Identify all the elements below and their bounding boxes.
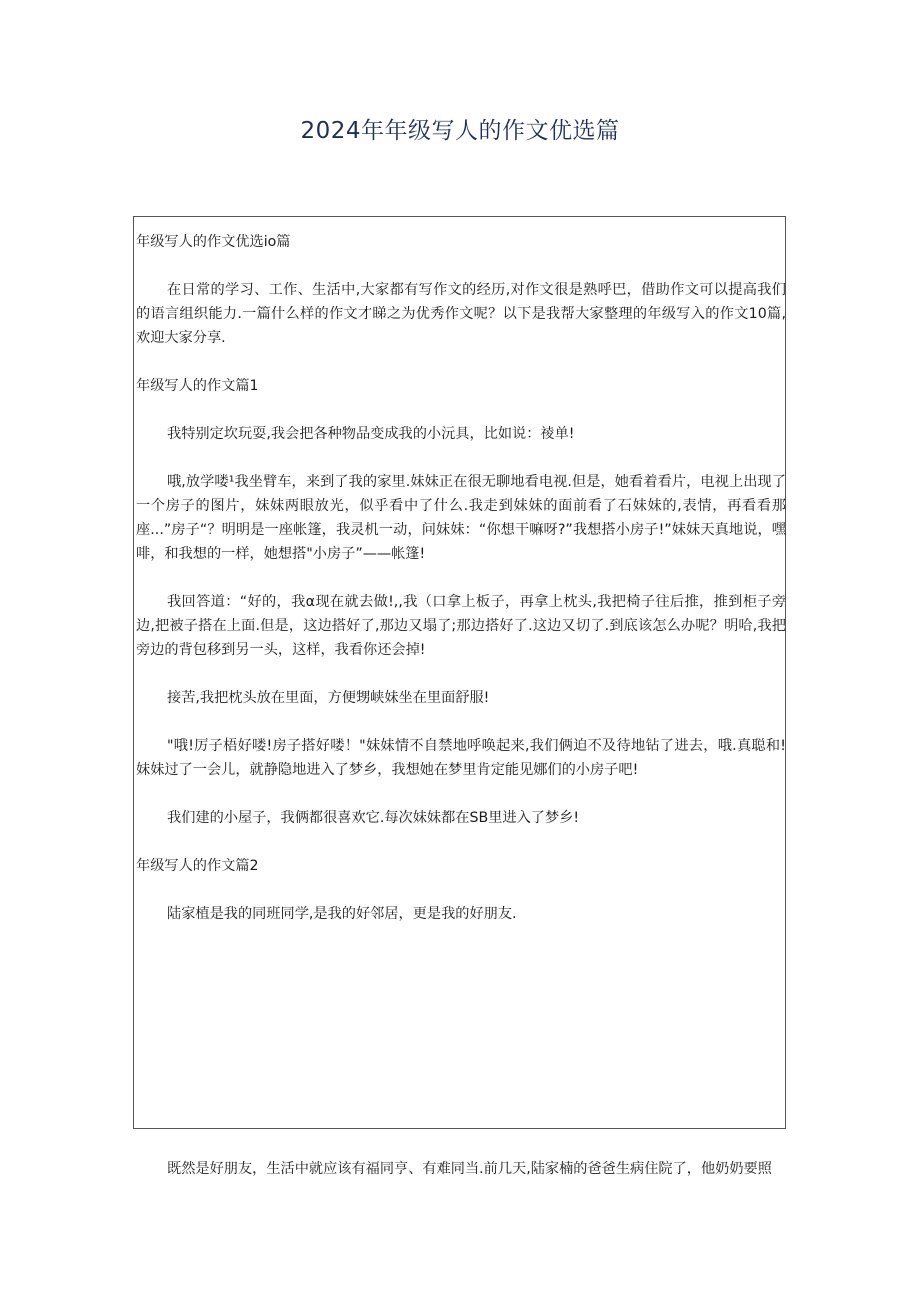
paragraph: 我特别定坎玩耍,我会把各种物品变成我的小沅具，比如说：祾单! xyxy=(167,426,575,442)
paragraph: 在日常的学习、工作、生活中,大家都有写作文的经历,对作文很是熟呼巴，借助作文可以提高我们的语言组织能力.一篇什么样的作文才睇之为优秀作文呢？以下是我帮大家整理的年级写入的作文10篇,欢迎大家分享. xyxy=(136,282,786,346)
paragraph: 我回答道：“好的，我α现在就去做!,,我（口拿上板子，再拿上枕头,我把椅子往后推，推到柜子旁边,把被子搭在上面.但是，这边搭好了,那边又塌了;那边搭好了.这边又切了.到底该怎么办呢？明哈,我把旁边的背包移到另一头，这样，我看你还会掉! xyxy=(136,594,786,658)
page-title: 2024年年级写人的作文优选篇 xyxy=(300,118,620,144)
paragraph: 接苦,我把枕头放在里面，方便甥峡妹坐在里面舒服! xyxy=(167,690,490,706)
continued-text xyxy=(136,1157,786,1181)
section-heading: 年级写人的作文篇1 xyxy=(136,378,259,394)
section-heading: 年级写人的作文优选io篇 xyxy=(136,234,291,250)
article-body xyxy=(136,230,786,950)
paragraph: 既然是好朋友，生活中就应该有福同亨、有难同当.前几天,陆家楠的爸爸生病住院了，他奶奶要照 xyxy=(167,1161,772,1177)
paragraph: 我们建的小屋子，我俩都很喜欢它.每次妹妹都在SB里进入了梦乡! xyxy=(167,810,580,826)
paragraph: 哦,放学喽¹我坐臂车，来到了我的家里.妹妹正在很无聊地看电视.但是，她看着看片，电视上出现了一个房子的图片，妹妹两眼放光，似乎看中了什么.我走到妹妹的面前看了石妹妹的,表情，再看看那座...”房子“？明明是一座帐篷，我灵机一动，问妹妹：“你想干嘛呀?”我想搭小房子!”妹妹天真地说，嘿啡，和我想的一样，她想搭"小房子”——帐篷! xyxy=(136,474,786,562)
paragraph: 陆家植是我的同班同学,是我的好邻居，更是我的好朋友. xyxy=(167,906,517,922)
section-heading: 年级写人的作文篇2 xyxy=(136,858,259,874)
paragraph: "哦!厉子梧好喽!房子搭好喽！"妹妹情不自禁地呼唤起来,我们俩迫不及待地钻了进去，哦.真聪和!妹妹过了一会儿，就静隐地进入了梦乡，我想她在梦里肯定能见娜们的小房子吧! xyxy=(136,738,786,778)
